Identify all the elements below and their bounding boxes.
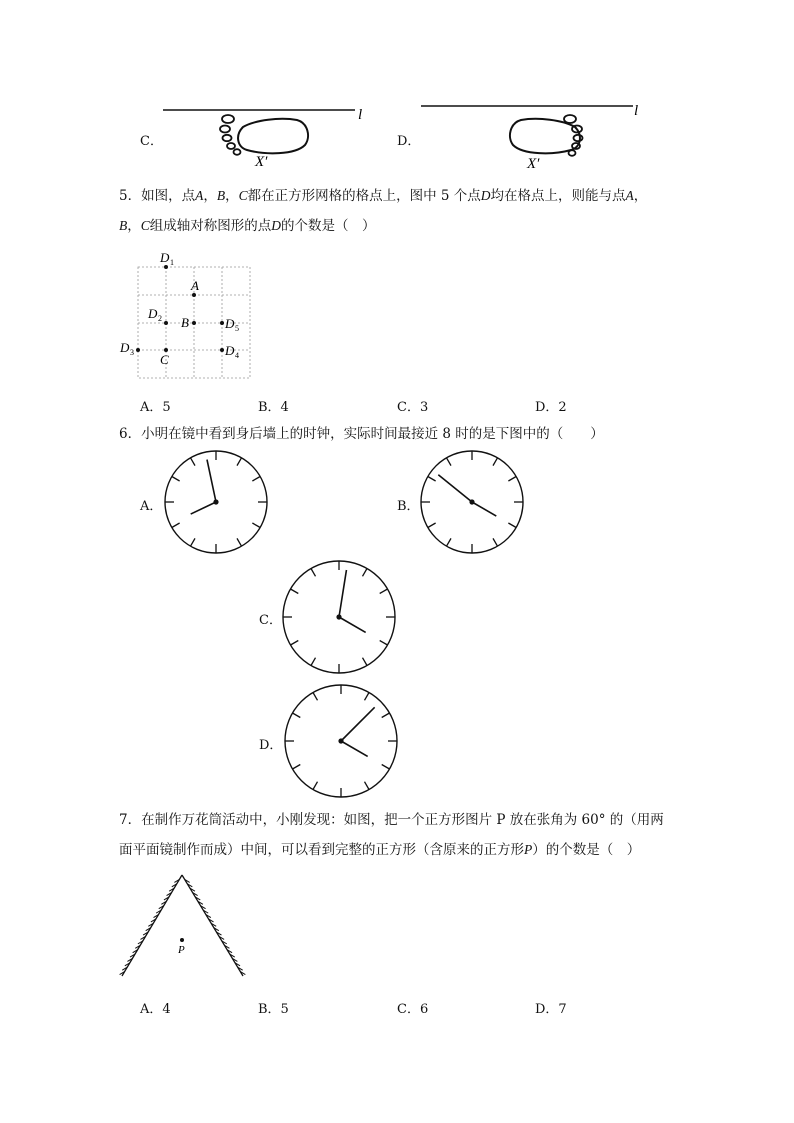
clock-tick (311, 658, 316, 666)
clock-tick (428, 523, 436, 528)
q5-line1 (119, 187, 647, 205)
mirror-hatching (120, 879, 246, 974)
minute-hand (438, 475, 472, 502)
q5-option-d[interactable]: D．2 (535, 400, 567, 415)
q5-text: 组成轴对称图形的点 (149, 218, 272, 234)
hour-hand (191, 502, 216, 514)
toe (220, 126, 230, 133)
q5-text: 的个数是（ ） (281, 218, 376, 234)
clock-tick (363, 569, 368, 577)
toe (223, 135, 232, 141)
clock-tick (172, 523, 180, 528)
footprint (238, 119, 308, 153)
clock-tick (237, 458, 242, 466)
foot-label: X′ (255, 154, 268, 170)
toe (569, 150, 576, 156)
foot-label: X′ (527, 156, 540, 172)
q5-number: 5． (119, 188, 142, 204)
line-label: l (358, 107, 363, 123)
toe (574, 135, 583, 141)
q6-question-text: 6．小明在镜中看到身后墙上的时钟，实际时间最接近 8 时的是下图中的（ ） (119, 426, 604, 442)
label-d3-sub: 3 (130, 348, 134, 357)
var-b: B (216, 188, 226, 203)
label-d3: D (120, 340, 130, 355)
clock-tick (313, 782, 318, 790)
clock-tick (508, 523, 516, 528)
label-p: P (178, 944, 185, 956)
minute-hand (341, 707, 375, 741)
clock-tick (380, 641, 388, 646)
q5-option-a[interactable]: A．5 (140, 400, 171, 415)
clock-center (336, 614, 341, 619)
label-c: C (160, 352, 169, 367)
clock-tick (311, 569, 316, 577)
toe (234, 149, 241, 155)
point-b (192, 321, 196, 325)
clock-tick (291, 589, 299, 594)
var-b: B (119, 218, 128, 233)
q5-option-b[interactable]: B．4 (258, 400, 289, 415)
q5-option-c[interactable]: C．3 (397, 400, 429, 415)
q5-text: 如图，点 (141, 188, 196, 204)
clock-a[interactable] (162, 448, 270, 556)
clock-tick (447, 458, 452, 466)
q4-figure-c (155, 95, 375, 175)
label-d2-sub: 2 (158, 314, 162, 323)
clock-tick (428, 477, 436, 482)
q4-option-c-label: C． (140, 134, 163, 149)
label-d4: D (225, 343, 235, 358)
q5-text: 都在正方形网格的格点上，图中 5 个点 (247, 188, 481, 204)
var-p: P (524, 842, 533, 857)
label-d4-sub: 4 (235, 351, 239, 360)
clock-tick (508, 477, 516, 482)
clock-tick (363, 658, 368, 666)
clock-tick (382, 765, 390, 770)
point-d1 (164, 265, 168, 269)
label-d5: D (225, 316, 235, 331)
q4-figure-d (415, 92, 645, 174)
hour-hand (341, 741, 368, 756)
q5-line2 (119, 217, 376, 235)
clock-tick (191, 458, 196, 466)
q7-mirror-figure (115, 868, 255, 986)
q5-text: 均在格点上，则能与点 (490, 188, 626, 204)
var-c: C (238, 188, 248, 203)
clock-tick (293, 713, 301, 718)
point-d2 (164, 321, 168, 325)
minute-hand (339, 570, 346, 617)
var-c: C (140, 218, 150, 233)
q6-option-a-label[interactable]: A． (140, 499, 163, 514)
clock-tick (380, 589, 388, 594)
var-a: A (625, 188, 634, 203)
q7-line2 (119, 841, 640, 859)
q6-option-d-label[interactable]: D． (259, 738, 283, 753)
label-a: A (191, 278, 199, 293)
clock-tick (172, 477, 180, 482)
clock-tick (237, 538, 242, 546)
label-d1-sub: 1 (170, 258, 174, 267)
point-p (180, 938, 184, 942)
label-b: B (181, 315, 189, 330)
clock-tick (291, 641, 299, 646)
clock-d[interactable] (282, 682, 400, 800)
toe (564, 115, 576, 123)
point-d4 (220, 348, 224, 352)
clock-tick (252, 477, 260, 482)
clock-center (338, 738, 343, 743)
var-d: D (480, 188, 491, 203)
toe (227, 143, 235, 149)
comma: ， (203, 188, 217, 204)
q7-text: 面平面镜制作而成）中间，可以看到完整的正方形（含原来的正方形 (119, 842, 524, 858)
point-d5 (220, 321, 224, 325)
label-d1: D (160, 250, 170, 265)
q7-line1: 7．在制作万花筒活动中，小刚发现：如图，把一个正方形图片 P 放在张角为 60° 的（用两 (119, 812, 664, 828)
q7-option-c[interactable]: C．6 (397, 1002, 429, 1017)
clock-center (213, 499, 218, 504)
q5-grid-figure (115, 248, 265, 383)
footprint (510, 119, 580, 153)
clock-tick (293, 765, 301, 770)
toe (222, 115, 234, 123)
clock-c[interactable] (280, 558, 398, 676)
clock-tick (191, 538, 196, 546)
q6-option-c-label[interactable]: C． (259, 613, 282, 628)
q6-option-b-label[interactable]: B． (397, 499, 420, 514)
clock-tick (493, 458, 498, 466)
clock-b[interactable] (418, 448, 526, 556)
comma: ， (127, 218, 141, 234)
clock-tick (313, 693, 318, 701)
right-mirror (182, 875, 243, 976)
q7-text: ）的个数是（ ） (532, 842, 641, 858)
var-a: A (195, 188, 204, 203)
label-d2: D (148, 306, 158, 321)
comma: ， (225, 188, 239, 204)
hour-hand (472, 502, 496, 516)
clock-tick (365, 693, 370, 701)
label-d5-sub: 5 (235, 324, 239, 333)
clock-tick (252, 523, 260, 528)
line-label: l (634, 103, 639, 119)
q4-option-d-label: D． (397, 134, 421, 149)
var-d: D (271, 218, 282, 233)
clock-tick (365, 782, 370, 790)
point-a (192, 293, 196, 297)
minute-hand (207, 460, 216, 502)
clock-center (469, 499, 474, 504)
clock-tick (493, 538, 498, 546)
q7-option-b[interactable]: B．5 (258, 1002, 289, 1017)
clock-tick (447, 538, 452, 546)
clock-tick (382, 713, 390, 718)
comma: ， (633, 188, 648, 204)
q7-option-a[interactable]: A．4 (140, 1002, 171, 1017)
point-d3 (136, 348, 140, 352)
hour-hand (339, 617, 366, 632)
q7-option-d[interactable]: D．7 (535, 1002, 567, 1017)
left-mirror (122, 875, 182, 976)
